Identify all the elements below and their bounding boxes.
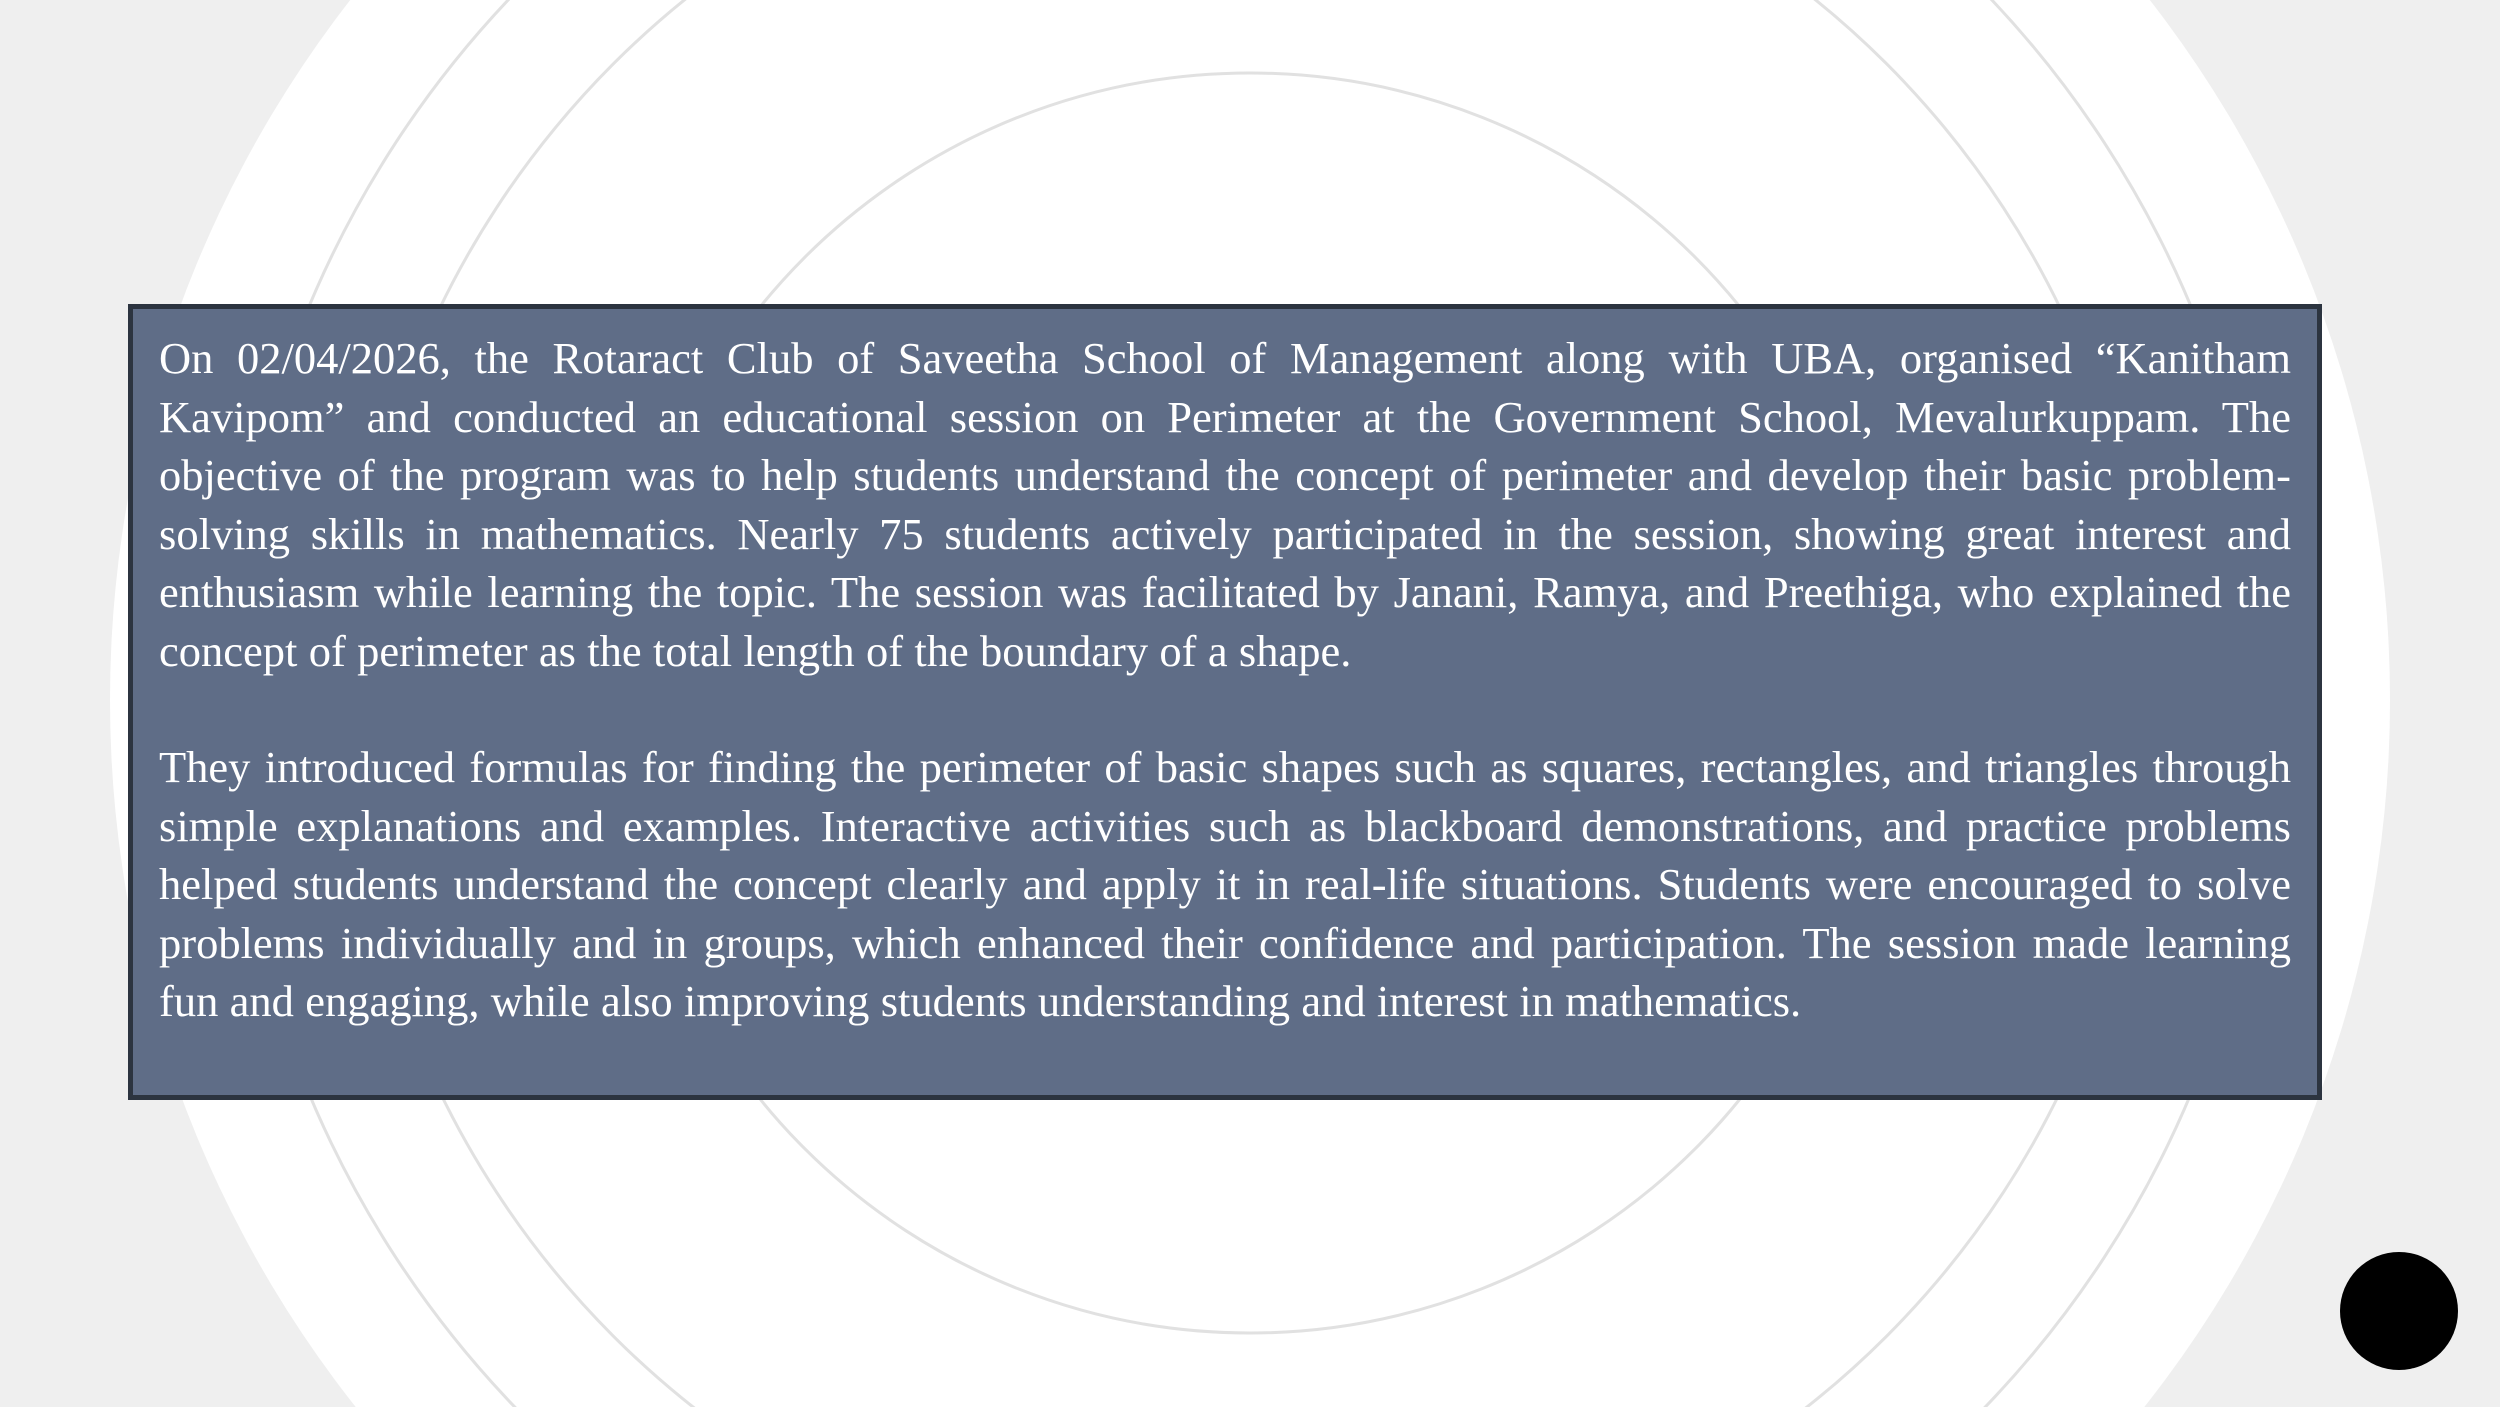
corner-dot bbox=[2340, 1252, 2458, 1370]
event-description-panel bbox=[128, 304, 2322, 1100]
event-description-paragraph-1: On 02/04/2026, the Rotaract Club of Saveetha School of Management along with UBA, organised “Kanitham Kavipom” and conducted an educational session on Perimeter at the Government School, Mevalurkuppam. The objective of the program was to help students understand the concept of perimeter and develop their basic problem-solving skills in mathematics. Nearly 75 students actively participated in the session, showing great interest and enthusiasm while learning the topic. The session was facilitated by Janani, Ramya, and Preethiga, who explained the concept of perimeter as the total length of the boundary of a shape. bbox=[159, 333, 2291, 676]
event-description-paragraph-2: They introduced formulas for finding the perimeter of basic shapes such as squares, rectangles, and triangles through simple explanations and examples. Interactive activities such as blackboard demonstrations, and practice problems helped students understand the concept clearly and apply it in real-life situations. Students were encouraged to solve problems individually and in groups, which enhanced their confidence and participation. The session made learning fun and engaging, while also improving students understanding and interest in mathematics. bbox=[159, 742, 2291, 1026]
